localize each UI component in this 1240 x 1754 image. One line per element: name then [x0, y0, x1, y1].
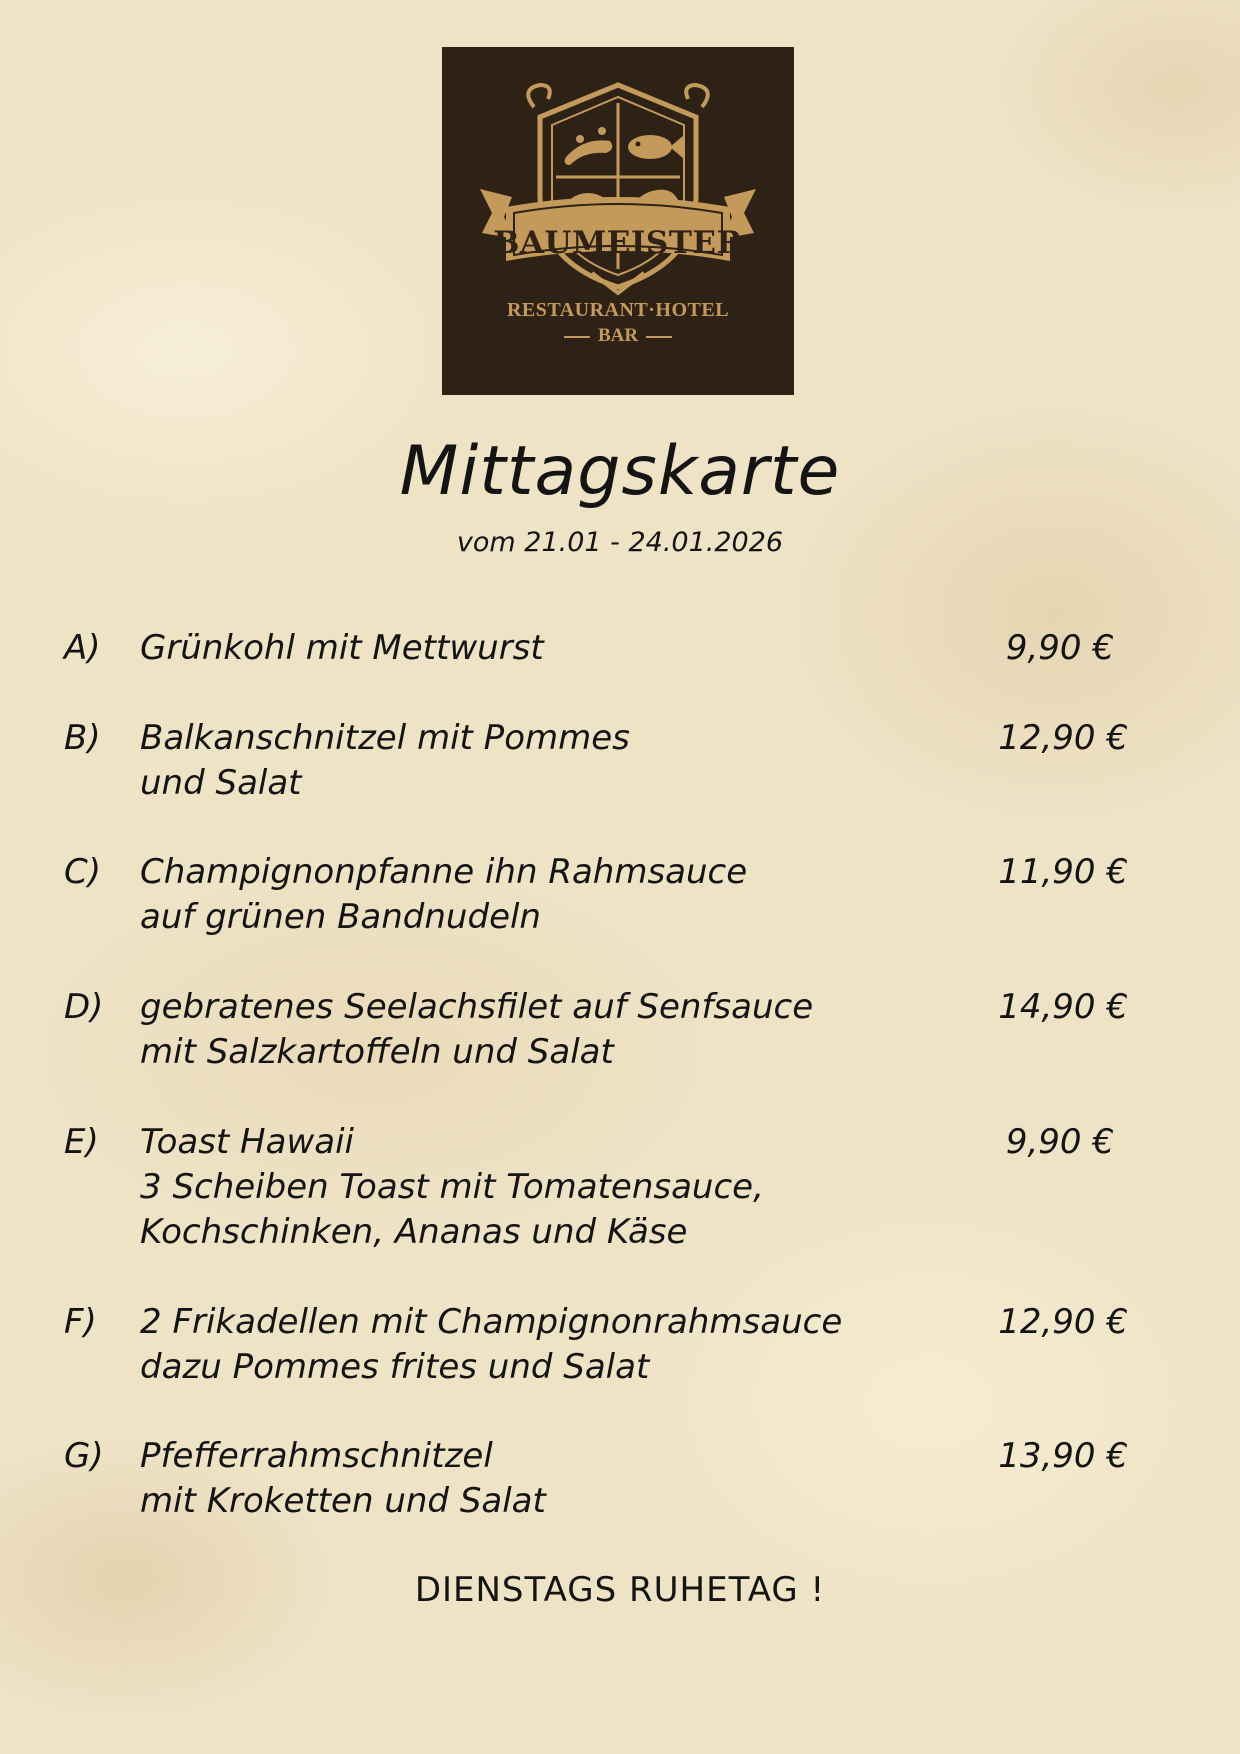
brand-bar-label: BAR [597, 325, 639, 346]
date-range: vom 21.01 - 24.01.2026 [456, 527, 784, 558]
item-line: Grünkohl mit Mettwurst [140, 628, 544, 668]
item-price: 9,90 € [1005, 628, 1114, 668]
item-line: 3 Scheiben Toast mit Tomatensauce, [140, 1167, 764, 1207]
item-letter: A) [64, 628, 101, 668]
item-price: 11,90 € [998, 852, 1128, 892]
item-line: mit Kroketten und Salat [140, 1481, 546, 1521]
rule-right [646, 336, 672, 338]
item-line: Pfefferrahmschnitzel [140, 1436, 493, 1476]
item-letter: D) [64, 987, 104, 1027]
brand-bar-line [442, 325, 794, 347]
restaurant-logo [442, 47, 794, 395]
page-title: Mittagskarte [399, 432, 841, 511]
item-line: gebratenes Seelachsfilet auf Senfsauce [140, 987, 814, 1027]
sausage-icon [565, 127, 613, 165]
item-line: Champignonpfanne ihn Rahmsauce [140, 852, 748, 892]
item-line: und Salat [140, 763, 302, 803]
item-letter: F) [64, 1302, 97, 1342]
item-price: 13,90 € [998, 1436, 1128, 1476]
item-price: 9,90 € [1005, 1122, 1114, 1162]
rule-left [564, 336, 590, 338]
item-letter: G) [64, 1436, 104, 1476]
item-line: Balkanschnitzel mit Pommes [140, 718, 630, 758]
item-line: Kochschinken, Ananas und Käse [140, 1212, 688, 1252]
item-line: mit Salzkartoffeln und Salat [140, 1032, 614, 1072]
item-line: Toast Hawaii [140, 1122, 354, 1162]
item-letter: C) [64, 852, 102, 892]
brand-subtitle: RESTAURANT·HOTEL [506, 299, 730, 321]
item-description [140, 850, 940, 940]
item-description [140, 1120, 940, 1255]
item-letter: E) [64, 1122, 99, 1162]
item-description [140, 716, 940, 806]
item-line: dazu Pommes frites und Salat [140, 1347, 650, 1387]
item-description [140, 1434, 940, 1524]
brand-name: BAUMEISTER [493, 225, 743, 261]
item-description [140, 1300, 940, 1390]
item-line: auf grünen Bandnudeln [140, 897, 541, 937]
item-price: 12,90 € [998, 718, 1128, 758]
item-letter: B) [64, 718, 101, 758]
closed-day-notice: DIENSTAGS RUHETAG ! [414, 1570, 826, 1610]
item-description [140, 626, 940, 671]
item-description [140, 985, 940, 1075]
item-line: 2 Frikadellen mit Champignonrahmsauce [140, 1302, 843, 1342]
item-price: 14,90 € [998, 987, 1128, 1027]
item-price: 12,90 € [998, 1302, 1128, 1342]
fish-icon [628, 135, 684, 159]
